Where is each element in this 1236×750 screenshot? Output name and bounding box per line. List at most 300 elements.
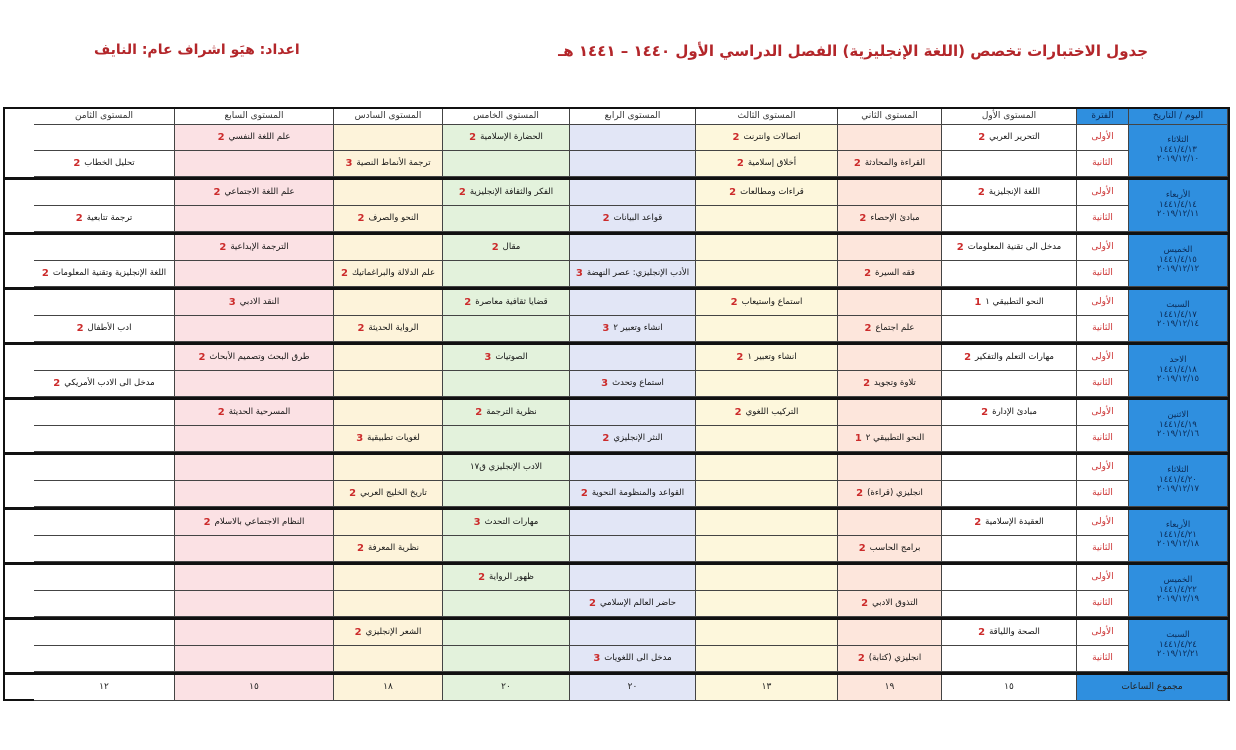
exam-cell: [34, 290, 175, 316]
credit-hours: 2: [217, 131, 225, 143]
exam-cell: [334, 620, 443, 646]
exam-cell: [175, 290, 334, 316]
exam-cell: [570, 510, 696, 536]
totals-label: مجموع الساعات: [1121, 682, 1183, 693]
credit-hours: 2: [864, 267, 872, 279]
credit-hours: 2: [203, 516, 211, 528]
hijri-date: ١٤٤١/٤/١٥: [1159, 254, 1197, 265]
period-cell: [1077, 235, 1129, 261]
credit-hours: 2: [75, 212, 83, 224]
exam-cell: [334, 180, 443, 206]
exam-cell: [443, 455, 570, 481]
hijri-date: ١٤٤١/٤/١٣: [1159, 144, 1197, 155]
credit-hours: 3: [473, 516, 481, 528]
exam-cell: [570, 345, 696, 371]
total-hours: ١٩: [884, 682, 895, 693]
course-name: أخلاق إسلامية: [747, 158, 797, 169]
period-label: الثانية: [1092, 653, 1113, 664]
course-name: ترجمة تتابعية: [86, 213, 133, 224]
exam-cell: [838, 646, 942, 672]
exam-cell: [838, 400, 942, 426]
exam-cell: [838, 316, 942, 342]
gregorian-date: ٢٠١٩/١٢/٢١: [1156, 649, 1200, 660]
exam-cell: [334, 426, 443, 452]
exam-cell: [942, 591, 1077, 617]
credit-hours: 2: [478, 571, 486, 583]
period-label: الأولى: [1091, 627, 1114, 638]
period-cell: [1077, 151, 1129, 177]
exam-cell: [838, 261, 942, 287]
exam-cell: [696, 591, 838, 617]
exam-cell: [570, 481, 696, 507]
credit-hours: 2: [732, 131, 740, 143]
exam-cell: [942, 290, 1077, 316]
course-name: حاضر العالم الإسلامي: [599, 598, 677, 609]
total-hours: ١٥: [1004, 682, 1014, 693]
credit-hours: 2: [858, 542, 866, 554]
credit-hours: 2: [736, 351, 744, 363]
column-header-label: الفترة: [1091, 111, 1114, 122]
column-header-label: المستوى الثامن: [74, 111, 134, 122]
exam-cell: [838, 151, 942, 177]
period-cell: [1077, 591, 1129, 617]
credit-hours: 2: [475, 406, 483, 418]
total-hours-cell: [838, 675, 942, 701]
hijri-date: ١٤٤١/٤/١٤: [1159, 199, 1197, 210]
exam-cell: [838, 426, 942, 452]
course-name: اتصالات وانترنت: [743, 132, 801, 143]
exam-cell: [838, 206, 942, 232]
exam-cell: [443, 591, 570, 617]
exam-cell: [696, 565, 838, 591]
period-cell: [1077, 510, 1129, 536]
exam-cell: [942, 261, 1077, 287]
period-cell: [1077, 481, 1129, 507]
course-name: اللغة الإنجليزية وتقنية المعلومات: [52, 268, 167, 279]
course-name: الصحة واللياقة: [989, 627, 1040, 638]
exam-cell: [838, 510, 942, 536]
total-hours-cell: [175, 675, 334, 701]
day-name: الأربعاء: [1165, 189, 1191, 200]
exam-cell: [34, 180, 175, 206]
period-label: الثانية: [1092, 433, 1113, 444]
exam-cell: [696, 180, 838, 206]
exam-cell: [443, 426, 570, 452]
credit-hours: 2: [981, 406, 989, 418]
exam-cell: [838, 371, 942, 397]
credit-hours: 2: [856, 487, 864, 499]
course-name: تلاوة وتجويد: [874, 378, 916, 389]
course-name: نظرية المعرفة: [368, 543, 419, 554]
column-header-label: المستوى الأول: [981, 111, 1037, 122]
column-header: [175, 109, 334, 125]
course-name: علم اللغة الاجتماعي: [224, 187, 295, 198]
day-date-cell: [1129, 400, 1228, 452]
course-name: انشاء وتعبير ١: [747, 352, 797, 363]
credit-hours: 2: [357, 212, 365, 224]
period-label: الثانية: [1092, 378, 1113, 389]
course-name: المسرحية الحديثة: [228, 407, 291, 418]
day-date-cell: [1129, 565, 1228, 617]
period-label: الأولى: [1091, 242, 1114, 253]
course-name: تاريخ الخليج العربي: [360, 488, 427, 499]
credit-hours: 3: [601, 377, 609, 389]
credit-hours: 2: [588, 597, 596, 609]
exam-cell: [334, 290, 443, 316]
course-name: برامج الحاسب: [869, 543, 921, 554]
exam-cell: [570, 455, 696, 481]
period-cell: [1077, 261, 1129, 287]
exam-cell: [570, 371, 696, 397]
credit-hours: 2: [357, 322, 365, 334]
credit-hours: 2: [964, 351, 972, 363]
exam-cell: [838, 591, 942, 617]
exam-cell: [942, 151, 1077, 177]
credit-hours: 2: [859, 212, 867, 224]
day-date-cell: [1129, 235, 1228, 287]
credit-hours: 2: [41, 267, 49, 279]
exam-cell: [175, 125, 334, 151]
period-cell: [1077, 426, 1129, 452]
course-name: مدخل الى الادب الأمريكي: [64, 378, 155, 389]
exam-cell: [34, 510, 175, 536]
exam-cell: [696, 290, 838, 316]
exam-cell: [175, 206, 334, 232]
gregorian-date: ٢٠١٩/١٢/١٦: [1156, 429, 1200, 440]
credit-hours: 1: [854, 432, 862, 444]
period-cell: [1077, 345, 1129, 371]
column-header-label: اليوم / التاريخ: [1152, 111, 1204, 122]
exam-cell: [443, 345, 570, 371]
exam-cell: [838, 345, 942, 371]
period-cell: [1077, 206, 1129, 232]
credit-hours: 2: [53, 377, 61, 389]
credit-hours: 3: [228, 296, 236, 308]
course-name: مبادئ الإدارة: [992, 407, 1037, 418]
course-name: الترجمة الإبداعية: [230, 242, 289, 253]
credit-hours: 3: [356, 432, 364, 444]
exam-cell: [942, 371, 1077, 397]
period-cell: [1077, 536, 1129, 562]
exam-cell: [443, 235, 570, 261]
column-header: [942, 109, 1077, 125]
column-header: [34, 109, 175, 125]
total-hours-cell: [942, 675, 1077, 701]
hijri-date: ١٤٤١/٤/١٨: [1159, 364, 1197, 375]
period-cell: [1077, 125, 1129, 151]
exam-cell: [34, 345, 175, 371]
period-label: الأولى: [1091, 297, 1114, 308]
exam-cell: [175, 646, 334, 672]
period-cell: [1077, 646, 1129, 672]
day-date-cell: [1129, 455, 1228, 507]
day-date-cell: [1129, 180, 1228, 232]
day-date-cell: [1129, 620, 1228, 672]
course-name: مهارات التحدث: [484, 517, 539, 528]
period-label: الأولى: [1091, 572, 1114, 583]
column-header-label: المستوى الرابع: [604, 111, 661, 122]
exam-cell: [334, 235, 443, 261]
exam-cell: [570, 180, 696, 206]
credit-hours: 2: [357, 542, 365, 554]
credit-hours: 2: [349, 487, 357, 499]
exam-cell: [443, 151, 570, 177]
exam-cell: [334, 345, 443, 371]
course-name: النثر الإنجليزي: [613, 433, 663, 444]
exam-cell: [942, 481, 1077, 507]
exam-cell: [443, 646, 570, 672]
credit-hours: 2: [73, 157, 81, 169]
exam-cell: [942, 536, 1077, 562]
exam-cell: [696, 235, 838, 261]
day-name: الاحد: [1169, 354, 1187, 365]
exam-cell: [696, 536, 838, 562]
course-name: العقيدة الإسلامية: [985, 517, 1044, 528]
course-name: انجليزي (قراءة): [867, 488, 923, 499]
total-hours: ١٥: [249, 682, 259, 693]
period-cell: [1077, 400, 1129, 426]
exam-cell: [334, 646, 443, 672]
total-hours-cell: [570, 675, 696, 701]
exam-cell: [942, 510, 1077, 536]
gregorian-date: ٢٠١٩/١٢/١١: [1156, 209, 1200, 220]
exam-cell: [570, 565, 696, 591]
day-name: الخميس: [1163, 244, 1193, 255]
exam-cell: [175, 426, 334, 452]
exam-cell: [838, 536, 942, 562]
credit-hours: 2: [974, 516, 982, 528]
period-cell: [1077, 180, 1129, 206]
credits-text: اعداد: هيَو اشراف عام: النايف: [94, 42, 300, 58]
exam-cell: [942, 180, 1077, 206]
course-name: مهارات التعلم والتفكير: [975, 352, 1054, 363]
course-name: فقه السيرة: [875, 268, 915, 279]
exam-cell: [334, 565, 443, 591]
day-name: السبت: [1166, 629, 1190, 640]
course-name: استماع واستيعاب: [741, 297, 803, 308]
course-name: تحليل الخطاب: [84, 158, 135, 169]
exam-cell: [175, 235, 334, 261]
exam-cell: [570, 646, 696, 672]
exam-cell: [334, 371, 443, 397]
exam-cell: [34, 565, 175, 591]
exam-cell: [443, 400, 570, 426]
course-name: النقد الادبي: [239, 297, 280, 308]
credit-hours: 3: [484, 351, 492, 363]
exam-cell: [443, 125, 570, 151]
exam-cell: [942, 125, 1077, 151]
credit-hours: 2: [602, 212, 610, 224]
exam-cell: [443, 565, 570, 591]
exam-cell: [175, 261, 334, 287]
credit-hours: 2: [217, 406, 225, 418]
course-name: التحرير العربي: [989, 132, 1040, 143]
period-cell: [1077, 371, 1129, 397]
credit-hours: 2: [464, 296, 472, 308]
course-name: مقال: [502, 242, 521, 253]
exam-cell: [334, 591, 443, 617]
gregorian-date: ٢٠١٩/١٢/١٨: [1156, 539, 1200, 550]
gregorian-date: ٢٠١٩/١٢/١٢: [1156, 264, 1200, 275]
credit-hours: 3: [593, 652, 601, 664]
exam-cell: [570, 290, 696, 316]
exam-cell: [696, 151, 838, 177]
course-name: قواعد البيانات: [613, 213, 663, 224]
exam-cell: [334, 261, 443, 287]
exam-cell: [34, 481, 175, 507]
column-header-label: المستوى الثالث: [737, 111, 796, 122]
day-name: الثلاثاء: [1167, 134, 1189, 145]
course-name: ظهور الرواية: [489, 572, 534, 583]
credit-hours: 2: [729, 186, 737, 198]
exam-cell: [696, 481, 838, 507]
credit-hours: 2: [956, 241, 964, 253]
exam-cell: [570, 151, 696, 177]
exam-cell: [175, 591, 334, 617]
day-date-cell: [1129, 290, 1228, 342]
course-name: ترجمة الأنماط النصية: [356, 158, 431, 169]
exam-cell: [443, 620, 570, 646]
total-hours-cell: [443, 675, 570, 701]
period-label: الثانية: [1092, 213, 1113, 224]
exam-cell: [34, 371, 175, 397]
exam-cell: [838, 455, 942, 481]
course-name: الشعر الإنجليزي: [365, 627, 422, 638]
totals-label-cell: [1077, 675, 1228, 701]
period-cell: [1077, 620, 1129, 646]
course-name: استماع وتحدث: [612, 378, 664, 389]
period-label: الأولى: [1091, 352, 1114, 363]
exam-cell: [443, 261, 570, 287]
exam-cell: [443, 180, 570, 206]
hijri-date: ١٤٤١/٤/١٧: [1159, 309, 1197, 320]
exam-cell: [443, 481, 570, 507]
exam-cell: [942, 206, 1077, 232]
gregorian-date: ٢٠١٩/١٢/١٧: [1156, 484, 1200, 495]
column-header-label: المستوى الثاني: [861, 111, 918, 122]
course-name: النحو والصرف: [368, 213, 419, 224]
credit-hours: 2: [469, 131, 477, 143]
exam-cell: [175, 481, 334, 507]
period-label: الأولى: [1091, 407, 1114, 418]
exam-cell: [34, 536, 175, 562]
period-cell: [1077, 455, 1129, 481]
period-cell: [1077, 565, 1129, 591]
course-name: نظرية الترجمة: [486, 407, 537, 418]
exam-cell: [334, 316, 443, 342]
exam-cell: [334, 455, 443, 481]
period-label: الثانية: [1092, 543, 1113, 554]
course-name: النظام الاجتماعي بالاسلام: [214, 517, 305, 528]
hijri-date: ١٤٤١/٤/٢٢: [1159, 584, 1197, 595]
day-date-cell: [1129, 345, 1228, 397]
period-label: الثانية: [1092, 598, 1113, 609]
day-name: الثلاثاء: [1167, 464, 1189, 475]
course-name: مبادئ الإحصاء: [870, 213, 920, 224]
credit-hours: 2: [978, 626, 986, 638]
day-name: الخميس: [1163, 574, 1193, 585]
exam-cell: [334, 151, 443, 177]
exam-cell: [175, 510, 334, 536]
exam-cell: [175, 316, 334, 342]
exam-cell: [570, 206, 696, 232]
exam-cell: [838, 180, 942, 206]
exam-cell: [696, 316, 838, 342]
exam-cell: [334, 481, 443, 507]
exam-cell: [34, 235, 175, 261]
course-name: اللغة الإنجليزية: [988, 187, 1041, 198]
credit-hours: 3: [575, 267, 583, 279]
credit-hours: 2: [458, 186, 466, 198]
course-name: التذوق الادبي: [872, 598, 918, 609]
course-name: انشاء وتعبير ٢: [613, 323, 663, 334]
exam-cell: [175, 371, 334, 397]
exam-cell: [942, 620, 1077, 646]
total-hours: ١٢: [99, 682, 109, 693]
course-name: علم اجتماع: [875, 323, 915, 334]
exam-cell: [838, 290, 942, 316]
exam-cell: [942, 345, 1077, 371]
exam-cell: [34, 125, 175, 151]
course-name: انجليزي (كتابة): [868, 653, 922, 664]
gregorian-date: ٢٠١٩/١٢/١٥: [1156, 374, 1200, 385]
exam-cell: [696, 261, 838, 287]
exam-schedule-table: [3, 107, 1230, 701]
credit-hours: 2: [213, 186, 221, 198]
exam-cell: [570, 591, 696, 617]
exam-cell: [570, 316, 696, 342]
credit-hours: 2: [736, 157, 744, 169]
course-name: طرق البحث وتصميم الأبحاث: [209, 352, 310, 363]
course-name: القراءة والمحادثة: [864, 158, 926, 169]
course-name: الصوتيات: [495, 352, 528, 363]
period-label: الثانية: [1092, 488, 1113, 499]
course-name: الادب الإنجليزي ق١٧: [470, 462, 542, 473]
exam-cell: [334, 400, 443, 426]
exam-cell: [34, 151, 175, 177]
exam-cell: [696, 400, 838, 426]
exam-cell: [34, 426, 175, 452]
exam-cell: [443, 510, 570, 536]
exam-cell: [175, 565, 334, 591]
total-hours-cell: [34, 675, 175, 701]
credit-hours: 2: [730, 296, 738, 308]
exam-cell: [334, 125, 443, 151]
exam-cell: [175, 536, 334, 562]
exam-cell: [570, 426, 696, 452]
exam-cell: [942, 235, 1077, 261]
total-hours-cell: [334, 675, 443, 701]
period-label: الأولى: [1091, 462, 1114, 473]
credit-hours: 3: [602, 322, 610, 334]
column-header: [696, 109, 838, 125]
exam-cell: [696, 510, 838, 536]
total-hours-cell: [696, 675, 838, 701]
gregorian-date: ٢٠١٩/١٢/١٤: [1156, 319, 1200, 330]
course-name: علم اللغة النفسي: [228, 132, 291, 143]
period-label: الثانية: [1092, 323, 1113, 334]
exam-cell: [34, 620, 175, 646]
course-name: ادب الأطفال: [87, 323, 132, 334]
credit-hours: 2: [198, 351, 206, 363]
exam-cell: [838, 125, 942, 151]
credit-hours: 2: [861, 597, 869, 609]
column-header: [1129, 109, 1228, 125]
gregorian-date: ٢٠١٩/١٢/١٩: [1156, 594, 1200, 605]
exam-cell: [34, 591, 175, 617]
course-name: النحو التطبيقي ١: [985, 297, 1044, 308]
credit-hours: 2: [864, 322, 872, 334]
